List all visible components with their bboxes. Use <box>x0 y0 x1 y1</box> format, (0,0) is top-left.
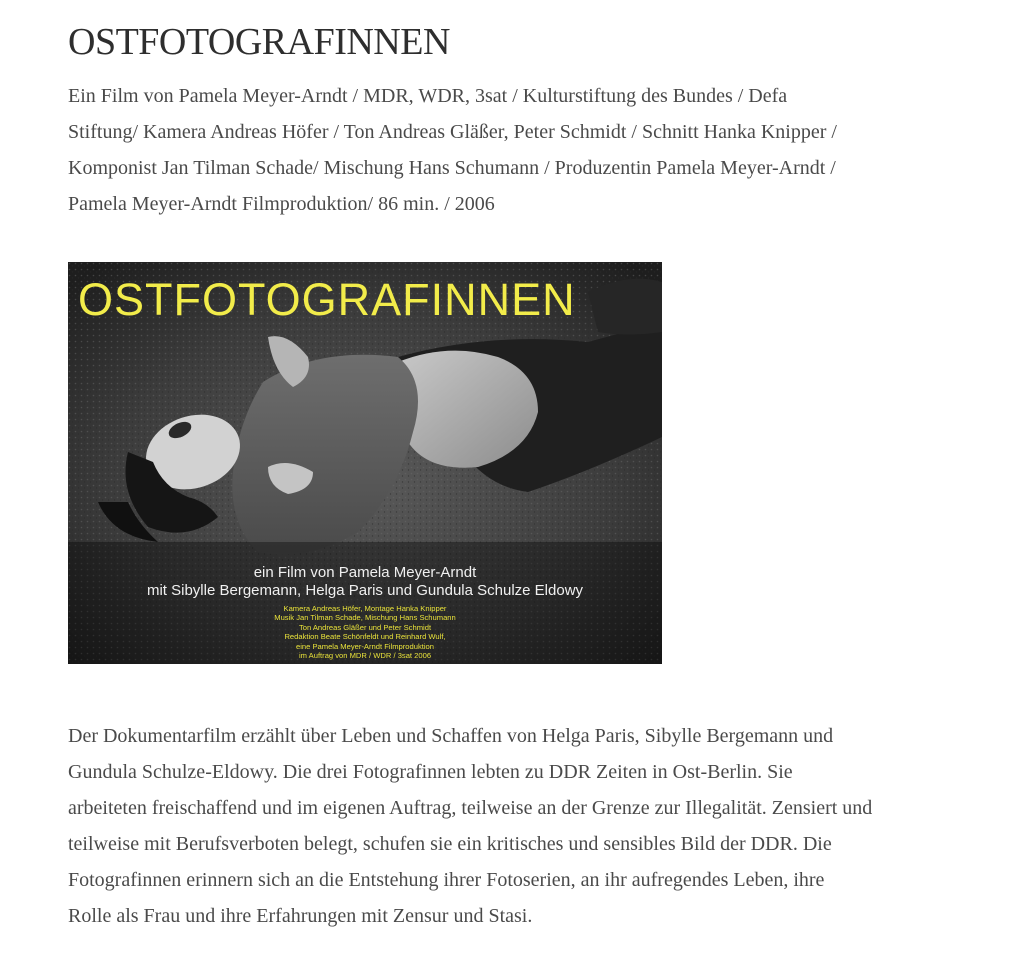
poster-cast-line: mit Sibylle Bergemann, Helga Paris und Gundula Schulze Eldowy <box>146 582 584 599</box>
article <box>68 18 968 927</box>
poster-director-line: ein Film von Pamela Meyer-Arndt <box>253 564 477 581</box>
poster-credit-line: Ton Andreas Gläßer und Peter Schmidt <box>298 622 432 632</box>
poster-credits-block <box>68 604 662 660</box>
poster-credit-line: im Auftrag von MDR / WDR / 3sat 2006 <box>298 651 432 661</box>
film-credits: Ein Film von Pamela Meyer-Arndt / MDR, WDR, 3sat / Kulturstiftung des Bundes / Defa Stiftung/ Kamera Andreas Höfer / Ton Andreas Gläßer, Peter Schmidt / Schnitt Hanka Knipper / Komponist Jan Tilman Schade/ Mischung Hans Schumann / Produzentin Pamela Meyer-Arndt / Pamela Meyer-Arndt Filmproduktion/ 86 min. / 2006 <box>68 85 837 215</box>
poster-credit-line: eine Pamela Meyer-Arndt Filmproduktion <box>295 641 434 651</box>
film-description: Der Dokumentarfilm erzählt über Leben und Schaffen von Helga Paris, Sibylle Bergemann und Gundula Schulze-Eldowy. Die drei Fotografinnen lebten zu DDR Zeiten in Ost-Berlin. Sie arbeiteten freischaffend und im eigenen Auftrag, teilweise an der Grenze zur Illegalität. Zensiert und teilweise mit Berufsverboten belegt, schufen sie ein kritisches und sensibles Bild der DDR. Die Fotografinnen erinnern sich an die Entstehung ihrer Fotoserien, an ihr aufregendes Leben, ihre Rolle als Frau und ihre Erfahrungen mit Zensur und Stasi. <box>68 725 873 927</box>
poster-credit-line: Musik Jan Tilman Schade, Mischung Hans Schumann <box>274 613 456 623</box>
poster-credit-line: Kamera Andreas Höfer, Montage Hanka Knipper <box>283 604 447 613</box>
poster-title: OSTFOTOGRAFINNEN <box>78 274 576 325</box>
film-poster <box>68 262 662 664</box>
poster-credit-line: Redaktion Beate Schönfeldt und Reinhard Wulf, <box>284 632 446 642</box>
page-title: OSTFOTOGRAFINNEN <box>68 21 450 63</box>
